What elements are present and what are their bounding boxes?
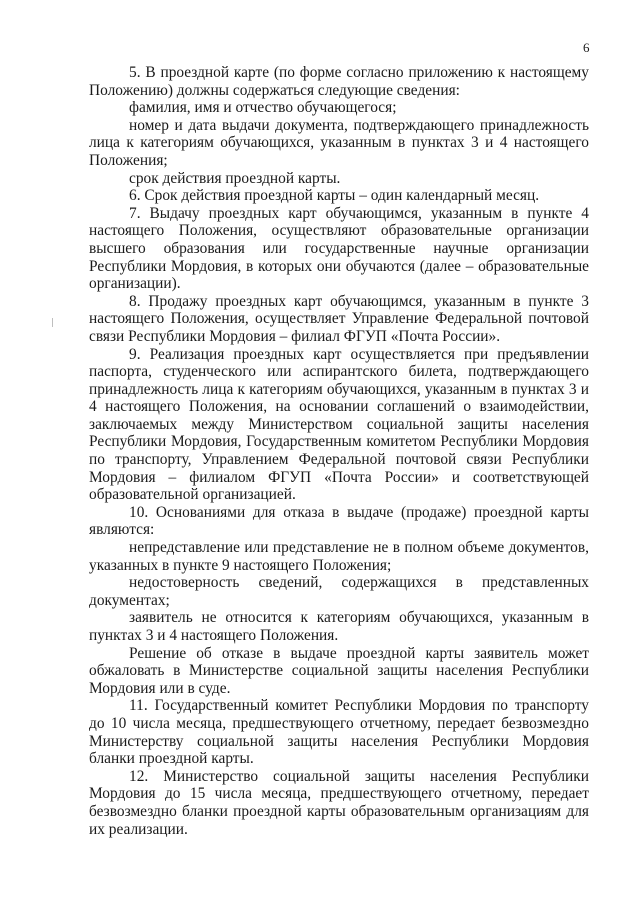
paragraph-5-item-name: фамилия, имя и отчество обучающегося; (129, 99, 397, 117)
paragraph-5-item-document: номер и дата выдачи документа, подтверждающего принадлежность лица к категориям обучающихся, указанным в пунктах 3 и 4 настоящего Положения; (89, 116, 589, 169)
paragraph-10-item-category: заявитель не относится к категориям обучающихся, указанным в пунктах 3 и 4 настоящего Положения. (89, 609, 589, 644)
paragraph-appeal: Решение об отказе в выдаче проездной карты заявитель может обжаловать в Министерстве социальной защиты населения Республики Мордовия или в суде. (89, 644, 589, 697)
paragraph-7: 7. Выдачу проездных карт обучающимся, указанным в пункте 4 настоящего Положения, осуществляют образовательные организации высшего образования или государственные научные организации Республики Мордовия, в которых они обучаются (далее – образовательные организации). (89, 204, 589, 293)
paragraph-6: 6. Срок действия проездной карты – один календарный месяц. (129, 187, 540, 205)
page-number: 6 (583, 40, 590, 55)
paragraph-11: 11. Государственный комитет Республики Мордовия по транспорту до 10 числа месяца, предшествующего отчетному, передает безвозмездно Министерству социальной защиты населения Республики Мордовия бланки проездной карты. (89, 697, 589, 768)
scan-artifact (52, 318, 53, 327)
paragraph-10-item-reliability: недостоверность сведений, содержащихся в представленных документах; (89, 574, 589, 609)
paragraph-5: 5. В проездной карте (по форме согласно приложению к настоящему Положению) должны содержаться следующие сведения: (89, 64, 589, 99)
paragraph-5-item-validity: срок действия проездной карты. (129, 169, 341, 187)
paragraph-10-item-documents: непредставление или представление не в полном объеме документов, указанных в пункте 9 настоящего Положения; (89, 539, 589, 574)
paragraph-8: 8. Продажу проездных карт обучающимся, указанным в пункте 3 настоящего Положения, осуществляет Управление Федеральной почтовой связи Республики Мордовия – филиал ФГУП «Почта России». (89, 292, 589, 345)
paragraph-12: 12. Министерство социальной защиты населения Республики Мордовия до 15 числа месяца, предшествующего отчетному, передает безвозмездно бланки проездной карты образовательным организациям для их реализации. (89, 767, 589, 838)
paragraph-10: 10. Основаниями для отказа в выдаче (продаже) проездной карты являются: (89, 503, 589, 539)
paragraph-9: 9. Реализация проездных карт осуществляется при предъявлении паспорта, студенческого или аспирантского билета, подтверждающего принадлежность лица к категориям обучающихся, указанным в пунктах 3 и 4 настоящего Положения, на основании соглашений о взаимодействии, заключаемых между Министерством социальной защиты населения Республики Мордовия, Государственным комитетом Республики Мордовия по транспорту, Управлением Федеральной почтовой связи Республики Мордовия – филиалом ФГУП «Почта России» и соответствующей образовательной организацией. (89, 345, 589, 504)
document-body (89, 64, 589, 838)
